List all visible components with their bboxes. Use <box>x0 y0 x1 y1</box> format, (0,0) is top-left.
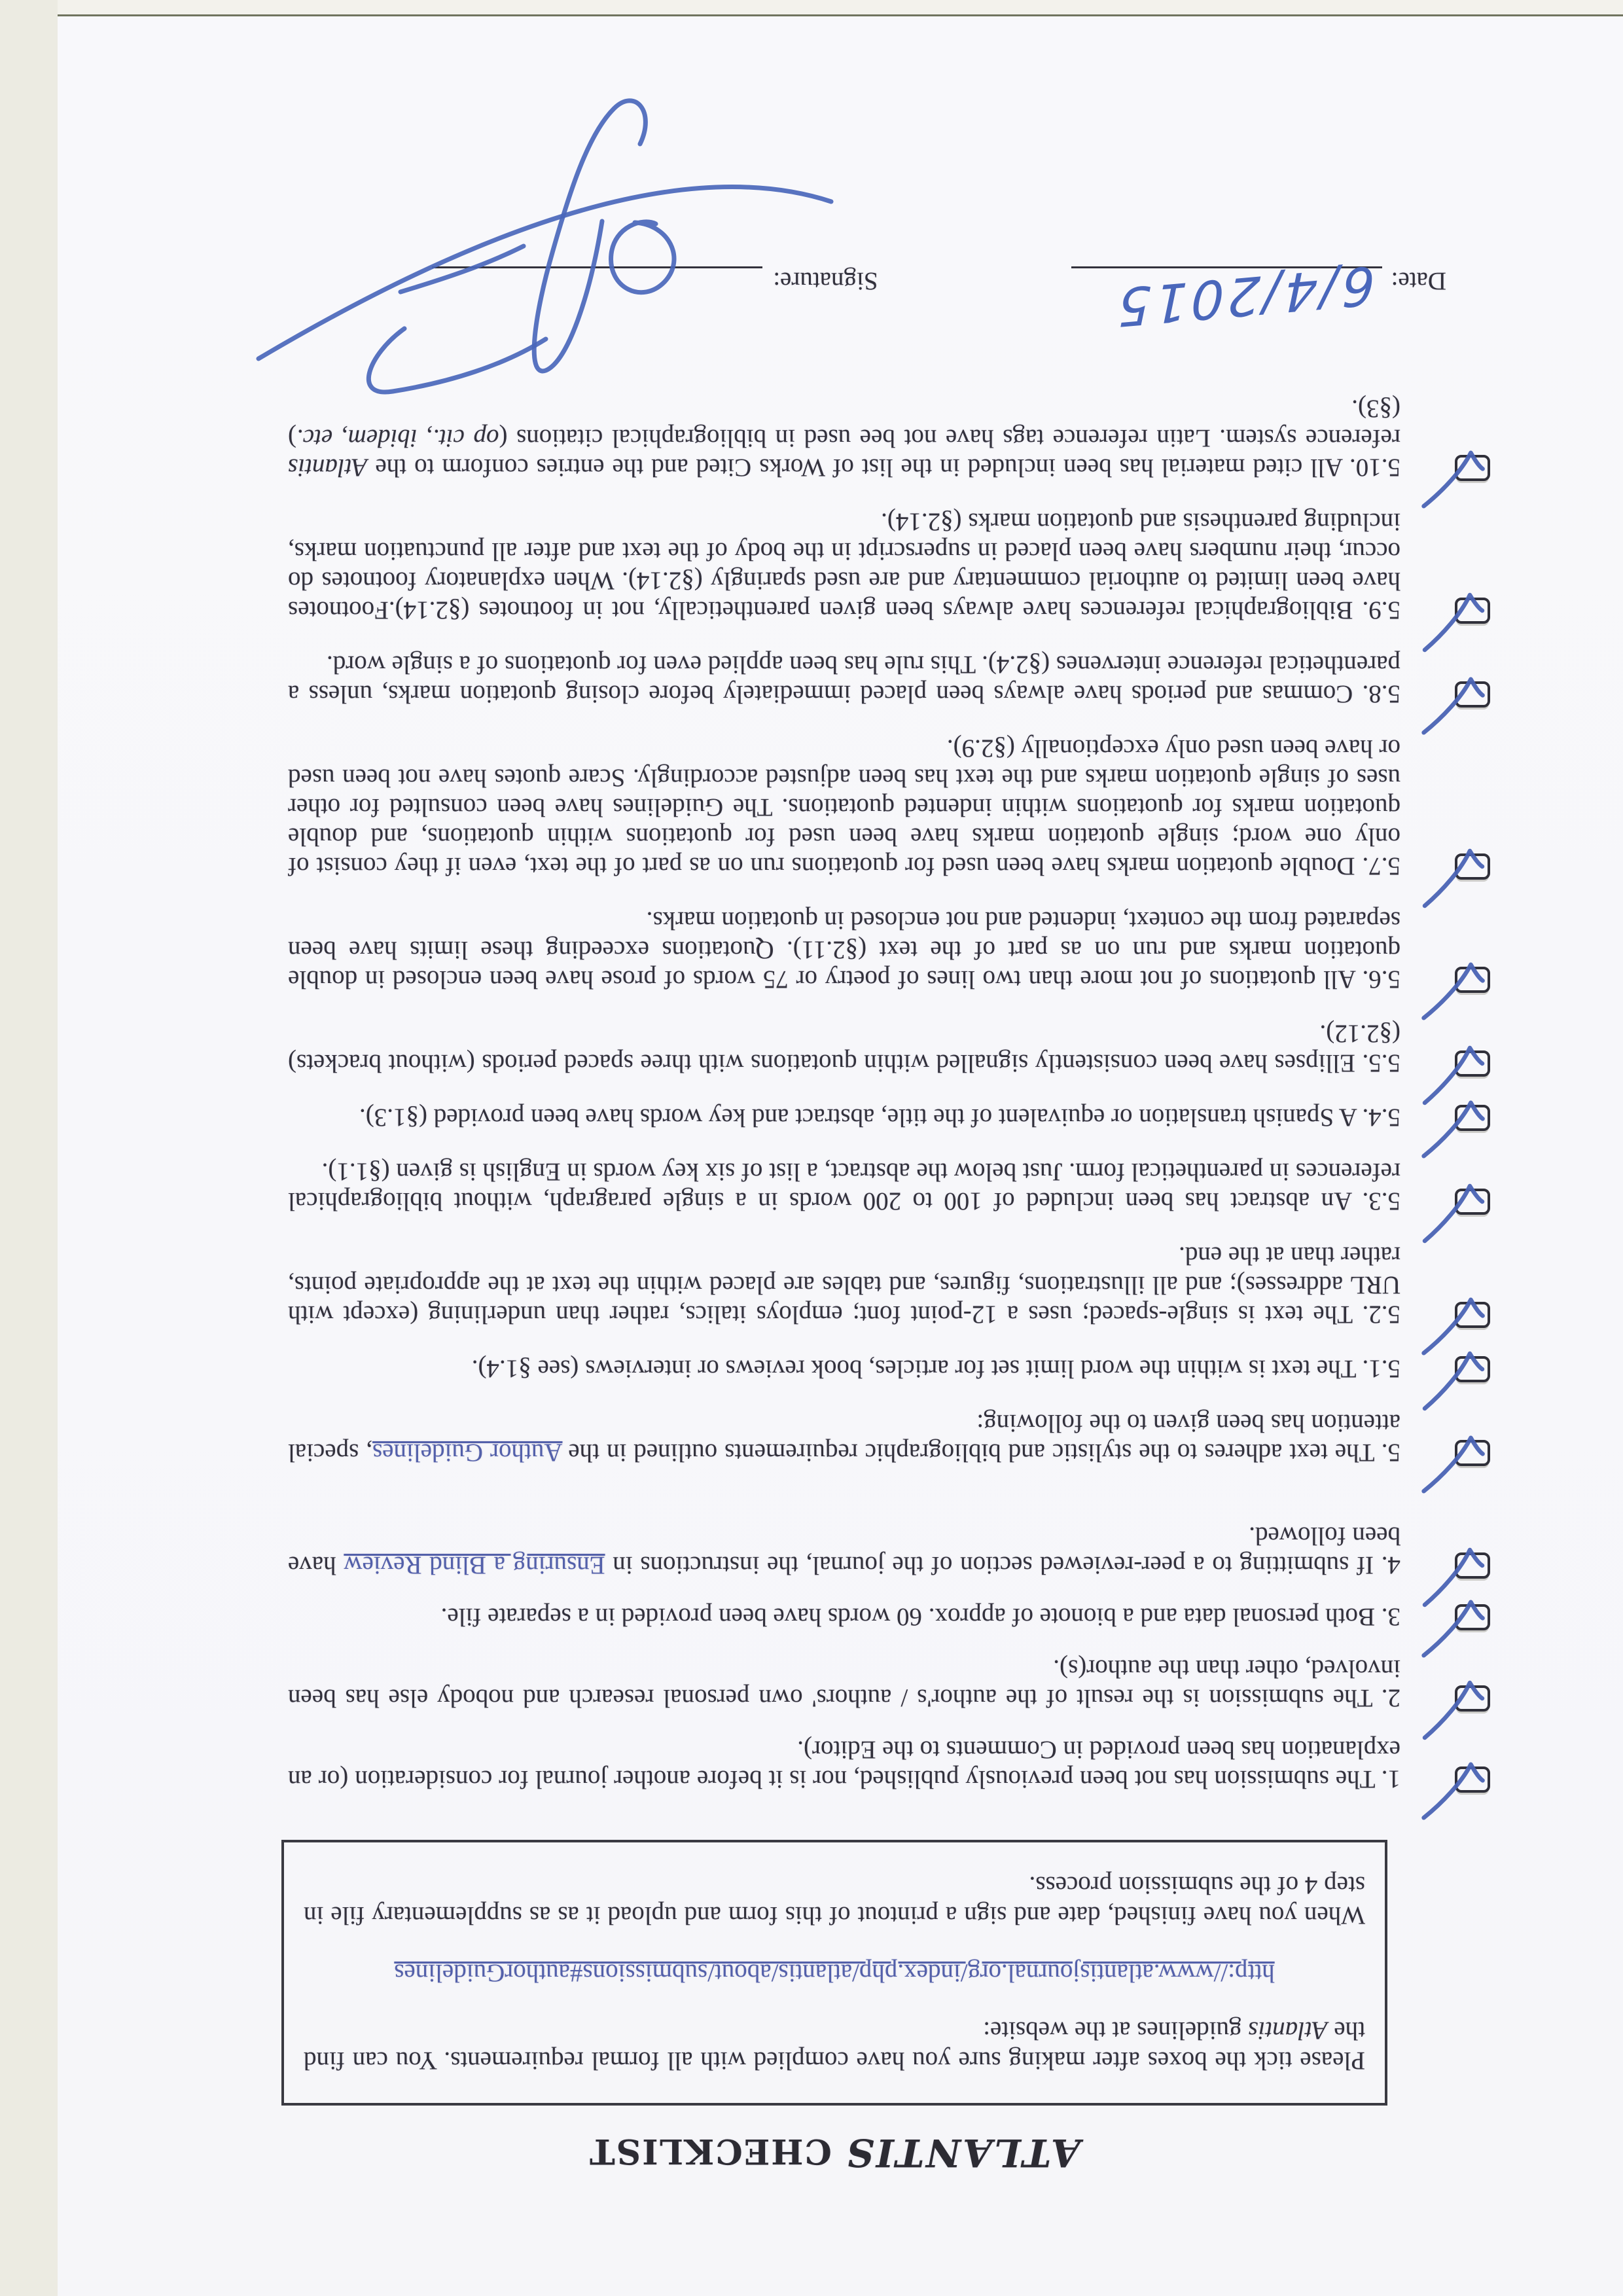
scanner-edge-strip <box>0 0 58 2296</box>
item-number: 5.9. <box>1353 596 1400 624</box>
checkbox[interactable] <box>1455 1552 1490 1579</box>
checklist-item-text <box>288 1654 1400 1713</box>
item-number: 5. <box>1374 1439 1400 1467</box>
item-text-segment: All quotations of not more than two lines of poetry or 75 words of prose have been enclosed in double quotation marks and run on as part of the text (§2.11). Quotations exceeding these limits have been separated from the context, indented and not enclosed in quotation marks. <box>288 906 1400 994</box>
checklist-item-text <box>288 1157 1400 1216</box>
checkbox[interactable] <box>1455 598 1490 624</box>
tick-icon <box>1419 1041 1493 1109</box>
title-checklist: CHECKLIST <box>588 2131 846 2171</box>
checklist-item <box>58 507 1490 625</box>
tick-icon <box>1418 1429 1494 1500</box>
checklist-items <box>58 394 1623 1794</box>
item-number: 1. <box>1375 1765 1400 1793</box>
checkbox[interactable] <box>1455 1189 1490 1215</box>
instructions-paragraph-2: When you have finished, date and sign a printout of this form and upload it as as supplementary file in step 4 of the submission process. <box>304 1871 1365 1929</box>
tick-icon <box>1419 844 1493 912</box>
checkbox[interactable] <box>1455 967 1490 993</box>
item-text-segment: , special attention has been given to the following: <box>288 1409 1400 1467</box>
item-text-segment: The text adheres to the stylistic and bibliographic requirements outlined in the <box>562 1439 1375 1467</box>
item-link[interactable]: Ensuring a Blind Review <box>344 1551 605 1579</box>
checklist-item-text <box>288 507 1400 625</box>
item-number: 4. <box>1374 1551 1400 1579</box>
checkbox[interactable] <box>1455 1302 1490 1328</box>
checklist-item-text <box>288 1408 1400 1467</box>
item-text-segment: The text is within the word limit set for articles, book reviews or interviews (see §1.4). <box>471 1355 1357 1383</box>
checklist-item <box>58 1408 1490 1467</box>
checkbox[interactable] <box>1455 1767 1490 1793</box>
guidelines-url-link[interactable]: http://www.atlantisjournal.org/index.php/atlantis/about/submissions#authorGuidelines <box>394 1959 1275 1987</box>
checklist-item <box>58 1521 1490 1580</box>
checklist-item-text <box>288 1602 1400 1632</box>
page-title <box>281 2130 1387 2175</box>
tick-icon <box>1418 1291 1494 1362</box>
tick-icon <box>1419 1676 1493 1744</box>
checklist-item <box>58 1735 1490 1794</box>
tick-icon <box>1419 1179 1493 1247</box>
item-number: 5.8. <box>1353 680 1400 708</box>
checklist-item-text <box>288 906 1400 994</box>
checklist-item-text <box>288 1019 1400 1078</box>
guidelines-url-line <box>304 1958 1365 1988</box>
tick-icon <box>1418 1756 1494 1827</box>
journal-wordmark: ATLANTIS <box>845 2130 1080 2175</box>
checklist-item-text <box>288 1521 1400 1580</box>
item-text-segment: The submission is the result of the author's / authors' own personal research and nobody else has been involved, other than the author(s). <box>287 1655 1400 1712</box>
checklist-item-text <box>288 1735 1400 1794</box>
tick-icon <box>1418 444 1494 515</box>
handwritten-date: 6/4/2015 <box>1114 254 1376 338</box>
item-text-segment: have been followed. <box>287 1522 1400 1579</box>
tick-icon <box>1418 956 1494 1027</box>
document-rotated-180 <box>58 16 1623 2296</box>
item-text-segment: Double quotation marks have been used for quotations run on as part of the text, even if they consist of only one word; single quotation marks have been used for quotations within quotations, and double quotation marks for quotations within indented quotations. The Guidelines have been consulted for other uses of single quotation marks and the text has been adjusted accordingly. Scare quotes have not been used or have been used only exceptionally (§2.9). <box>287 734 1400 880</box>
tick-icon <box>1418 671 1494 742</box>
item-number: 5.7. <box>1355 852 1400 880</box>
item-number: 5.6. <box>1355 965 1400 994</box>
checklist-item <box>58 1157 1490 1216</box>
checklist-item <box>58 1354 1490 1384</box>
item-number: 5.5. <box>1355 1049 1400 1077</box>
item-number: 5.10. <box>1343 454 1400 482</box>
intro-text: Please tick the boxes after making sure you have complied with all formal requirements. You can find the <box>304 2017 1365 2075</box>
checklist-item <box>58 1103 1490 1132</box>
checkbox[interactable] <box>1455 455 1490 481</box>
instructions-box <box>281 1840 1387 2106</box>
signature-scribble <box>236 64 851 418</box>
scanned-paper <box>58 14 1623 2296</box>
item-text-segment: Both personal data and a bionote of approx. 60 words have been provided in a separate file. <box>440 1603 1375 1631</box>
checklist-item-text <box>288 734 1400 881</box>
item-text-segment: reference system. Latin reference tags have not bee used in bibliographical citations ( <box>499 424 1400 452</box>
checklist-item <box>58 1602 1490 1632</box>
checkbox[interactable] <box>1455 1050 1490 1077</box>
checklist-item-text <box>288 1241 1400 1329</box>
item-text-segment: All cited material has been included in the list of Works Cited and the entries conform to the <box>367 454 1344 482</box>
item-number: 3. <box>1375 1603 1400 1631</box>
checkbox[interactable] <box>1455 1685 1490 1712</box>
italic-text: Atlantis <box>288 454 368 482</box>
checklist-item <box>58 650 1490 709</box>
checkbox[interactable] <box>1455 1440 1490 1466</box>
item-text-segment: A Spanish translation or equivalent of the title, abstract and key words have been provided (§1.3). <box>359 1103 1357 1132</box>
date-field[interactable] <box>1071 254 1382 338</box>
tick-icon <box>1419 588 1493 656</box>
checklist-item-text <box>288 1354 1400 1384</box>
checkbox[interactable] <box>1455 853 1490 880</box>
checkbox[interactable] <box>1455 681 1490 708</box>
tick-icon <box>1419 1543 1493 1611</box>
checklist-item <box>58 734 1490 881</box>
item-text-segment: The text is single-spaced; uses a 12-point font; employs italics, rather than underlining (except with URL addresses); and all illustrations, figures, and tables are placed within the text at the appropriate points, rather than at the end. <box>287 1242 1400 1329</box>
item-text-segment: ) (§3). <box>288 395 1400 452</box>
item-text-segment: The submission has not been previously published, nor is it before another journal for consideration (or an explanation has been provided in Comments to the Editor). <box>288 1736 1400 1793</box>
date-label: Date: <box>1391 267 1446 295</box>
item-text-segment: Ellipses have been consistently signalled within quotations with three spaced periods (without brackets) (§2.12). <box>287 1020 1400 1077</box>
signature-label: Signature: <box>773 267 878 295</box>
item-number: 2. <box>1372 1684 1400 1712</box>
item-text-segment: An abstract has been included of 100 to 200 words in a single paragraph, without bibliographical references in parenthetical form. Just below the abstract, a list of six key words in English is given (§1.1). <box>288 1158 1400 1215</box>
item-text-segment: Commas and periods have always been placed immediately before closing quotation marks, unless a parenthetical reference intervenes (§2.4). This rule has been applied even for quotations of a single word. <box>287 651 1400 708</box>
intro-text-after: guidelines at the website: <box>983 2017 1249 2045</box>
item-text-segment: If submitting to a peer-reviewed section of the journal, the instructions in <box>605 1551 1374 1579</box>
instructions-paragraph-1 <box>304 2015 1365 2075</box>
italic-text: op cit., ibidem, etc. <box>296 424 499 452</box>
item-number: 5.2. <box>1353 1300 1400 1329</box>
item-number: 5.1. <box>1356 1355 1400 1383</box>
journal-name-italic: Atlantis <box>1248 2017 1328 2045</box>
checklist-item <box>58 1241 1490 1329</box>
checklist-item-text <box>288 650 1400 709</box>
checklist-item <box>58 906 1490 994</box>
checklist-item <box>58 1019 1490 1078</box>
item-text-segment: Bibliographical references have always been given parenthetically, not in footnotes (§2.14).Footnotes have been limited to authorial commentary and are used sparingly (§2.14). When explanatory footnotes do occur, their numbers have been placed in superscript in the body of the text and after all punctuation marks, including parenthesis and quotation marks (§2.14). <box>288 508 1400 624</box>
item-number: 5.4. <box>1357 1103 1400 1132</box>
checklist-item <box>58 1654 1490 1713</box>
item-number: 5.3. <box>1352 1187 1400 1215</box>
item-link[interactable]: Author Guidelines <box>372 1439 563 1467</box>
checklist-item-text <box>288 1103 1400 1132</box>
